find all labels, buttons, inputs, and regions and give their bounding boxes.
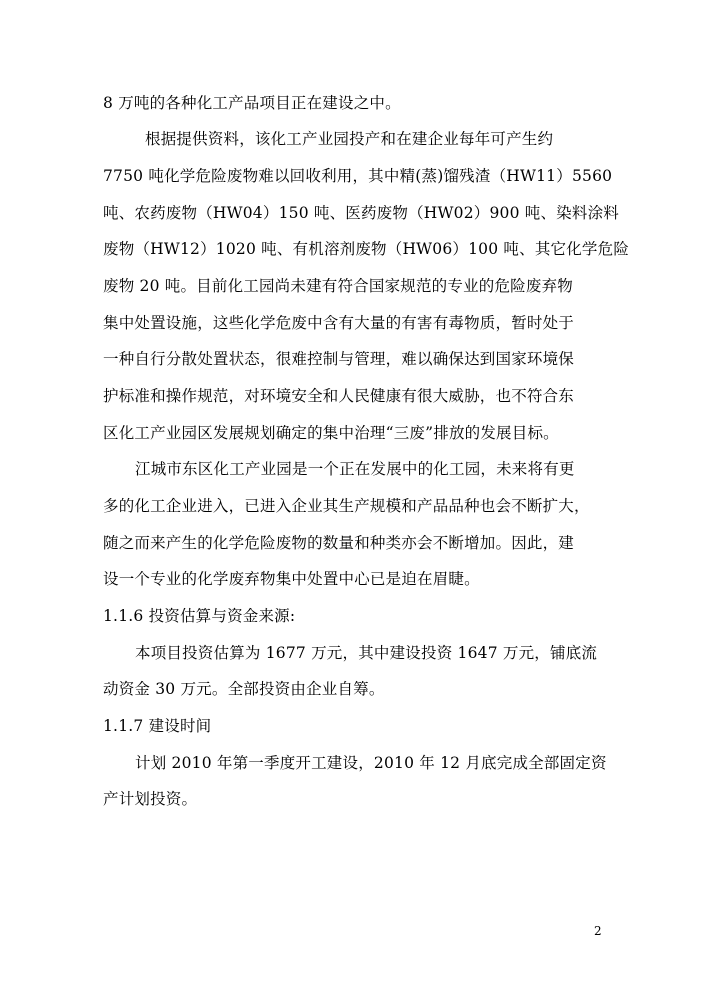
- text-line-14: 设一个专业的化学废弃物集中处置中心已是迫在眉睫。: [103, 570, 480, 588]
- text-line-3: 7750 吨化学危险废物难以回收利用，其中精(蒸)馏残渣（HW11）5560: [103, 167, 613, 185]
- text-line-11: 江城市东区化工产业园是一个正在发展中的化工园，未来将有更: [135, 460, 575, 478]
- text-line-10: 区化工产业园区发展规划确定的集中治理“三废”排放的发展目标。: [103, 424, 559, 442]
- text-line-20: 产计划投资。: [103, 790, 198, 808]
- text-line-19: 计划 2010 年第一季度开工建设，2010 年 12 月底完成全部固定资: [135, 754, 607, 772]
- text-line-12: 多的化工企业进入，已进入企业其生产规模和产品品种也会不断扩大，: [103, 497, 590, 515]
- text-line-8: 一种自行分散处置状态，很难控制与管理，难以确保达到国家环境保: [103, 350, 575, 368]
- text-line-5: 废物（HW12）1020 吨、有机溶剂废物（HW06）100 吨、其它化学危险: [103, 240, 630, 258]
- text-line-1: 8 万吨的各种化工产品项目正在建设之中。: [103, 94, 401, 112]
- text-line-16: 本项目投资估算为 1677 万元，其中建设投资 1647 万元，铺底流: [135, 644, 598, 662]
- section-heading-1-1-7: 1.1.7 建设时间: [103, 717, 212, 735]
- text-line-2: 根据提供资料，该化工产业园投产和在建企业每年可产生约: [145, 130, 554, 148]
- text-line-6: 废物 20 吨。目前化工园尚未建有符合国家规范的专业的危险废弃物: [103, 277, 573, 295]
- text-line-17: 动资金 30 万元。全部投资由企业自筹。: [103, 680, 385, 698]
- text-line-9: 护标准和操作规范，对环境安全和人民健康有很大威胁，也不符合东: [103, 387, 575, 405]
- text-line-4: 吨、农药废物（HW04）150 吨、医药废物（HW02）900 吨、染料涂料: [103, 204, 619, 222]
- page-number: 2: [594, 924, 602, 938]
- text-line-13: 随之而来产生的化学危险废物的数量和种类亦会不断增加。因此，建: [103, 534, 575, 552]
- text-line-7: 集中处置设施，这些化学危废中含有大量的有害有毒物质，暂时处于: [103, 314, 575, 332]
- section-heading-1-1-6: 1.1.6 投资估算与资金来源:: [103, 607, 296, 625]
